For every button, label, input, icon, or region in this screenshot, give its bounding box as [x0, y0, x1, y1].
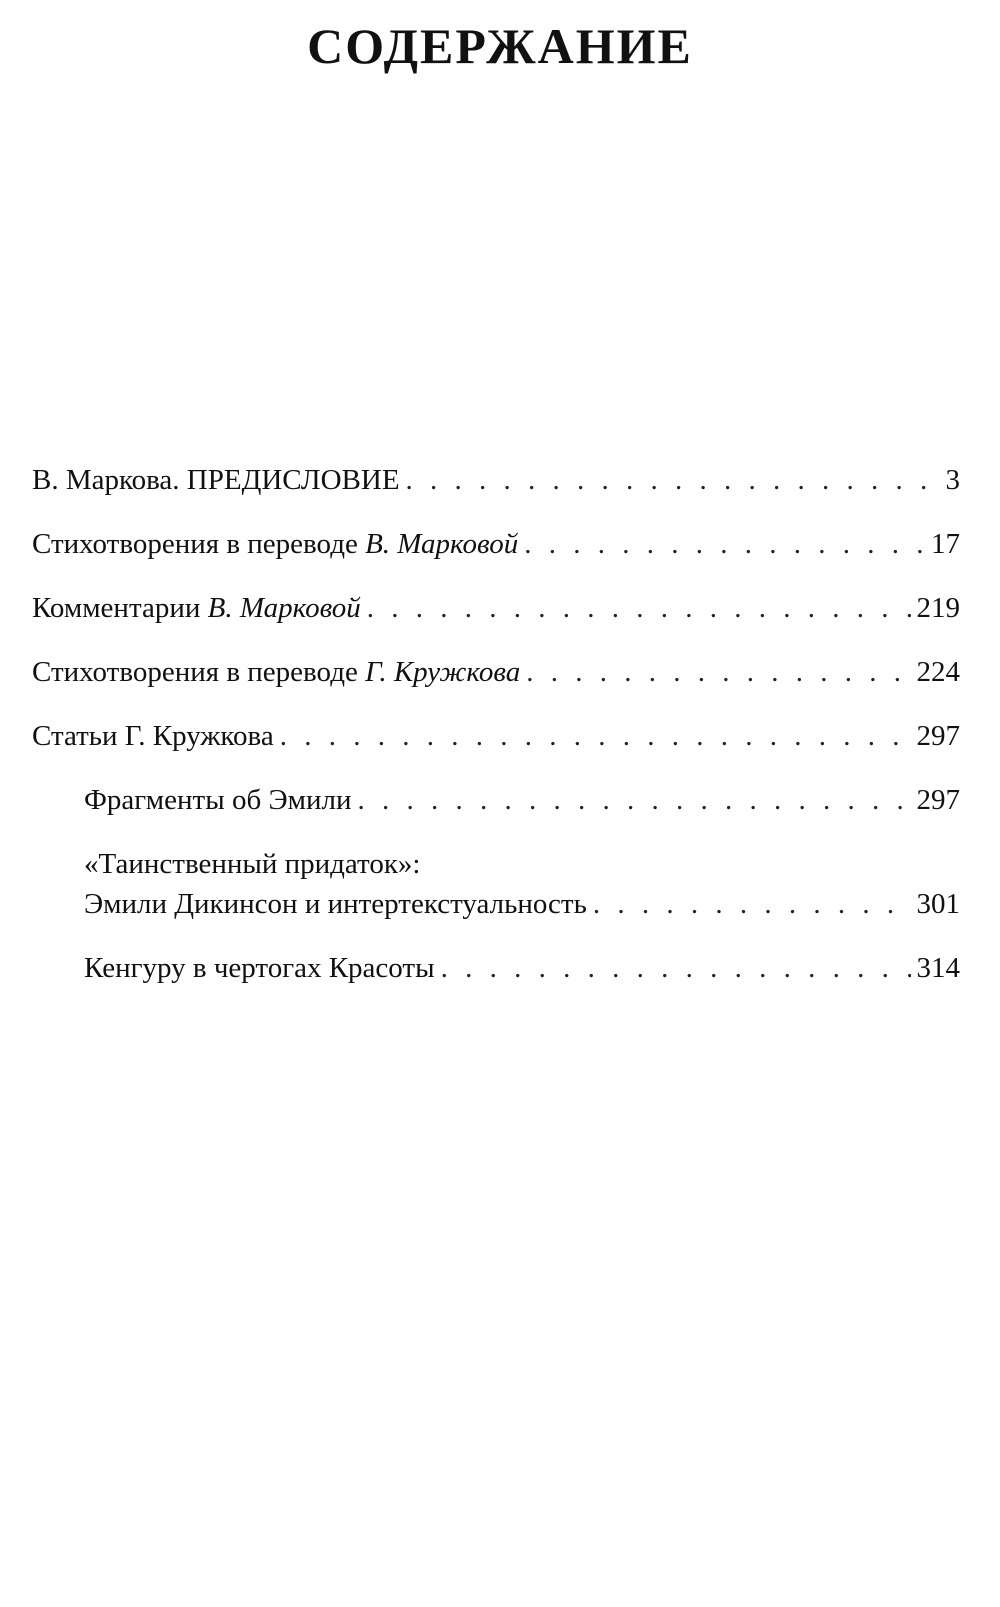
toc-entry-label-line1: «Таинственный придаток»: — [84, 848, 421, 880]
dot-leader — [367, 588, 911, 628]
toc-entry-label: Статьи Г. Кружкова — [32, 720, 274, 752]
toc-entry-label: Стихотворения в переводе Г. Кружкова — [32, 656, 521, 688]
toc-entry-label: Кенгуру в чертогах Красоты — [84, 952, 435, 984]
toc-entry-label: В. Маркова. ПРЕДИСЛОВИЕ — [32, 464, 400, 496]
toc-entry-label-line2: Эмили Дикинсон и интертекстуальность — [84, 888, 587, 920]
toc-subentry[interactable] — [32, 780, 960, 820]
dot-leader — [524, 524, 925, 564]
page-number: 297 — [916, 720, 960, 752]
table-of-contents — [32, 460, 960, 1012]
page-number: 301 — [916, 888, 960, 920]
page-number: 17 — [931, 528, 960, 560]
toc-entry-label: Стихотворения в переводе В. Марковой — [32, 528, 519, 560]
toc-entry-label: Фрагменты об Эмили — [84, 784, 352, 816]
page-number: 224 — [916, 656, 960, 688]
toc-subentry[interactable] — [32, 948, 960, 988]
dot-leader — [441, 948, 911, 988]
dot-leader — [406, 460, 940, 500]
dot-leader — [357, 780, 910, 820]
toc-entry-label: Комментарии В. Марковой — [32, 592, 361, 624]
dot-leader — [593, 884, 911, 924]
page-number: 219 — [916, 592, 960, 624]
toc-entry[interactable] — [32, 652, 960, 692]
page-title: СОДЕРЖАНИЕ — [307, 18, 693, 74]
toc-entry[interactable] — [32, 588, 960, 628]
toc-subentry[interactable] — [32, 844, 960, 924]
page-number: 3 — [945, 464, 960, 496]
page-number: 297 — [916, 784, 960, 816]
dot-leader — [526, 652, 910, 692]
toc-entry[interactable] — [32, 716, 960, 756]
toc-entry[interactable] — [32, 524, 960, 564]
dot-leader — [280, 716, 911, 756]
page-number: 314 — [916, 952, 960, 984]
toc-entry[interactable] — [32, 460, 960, 500]
